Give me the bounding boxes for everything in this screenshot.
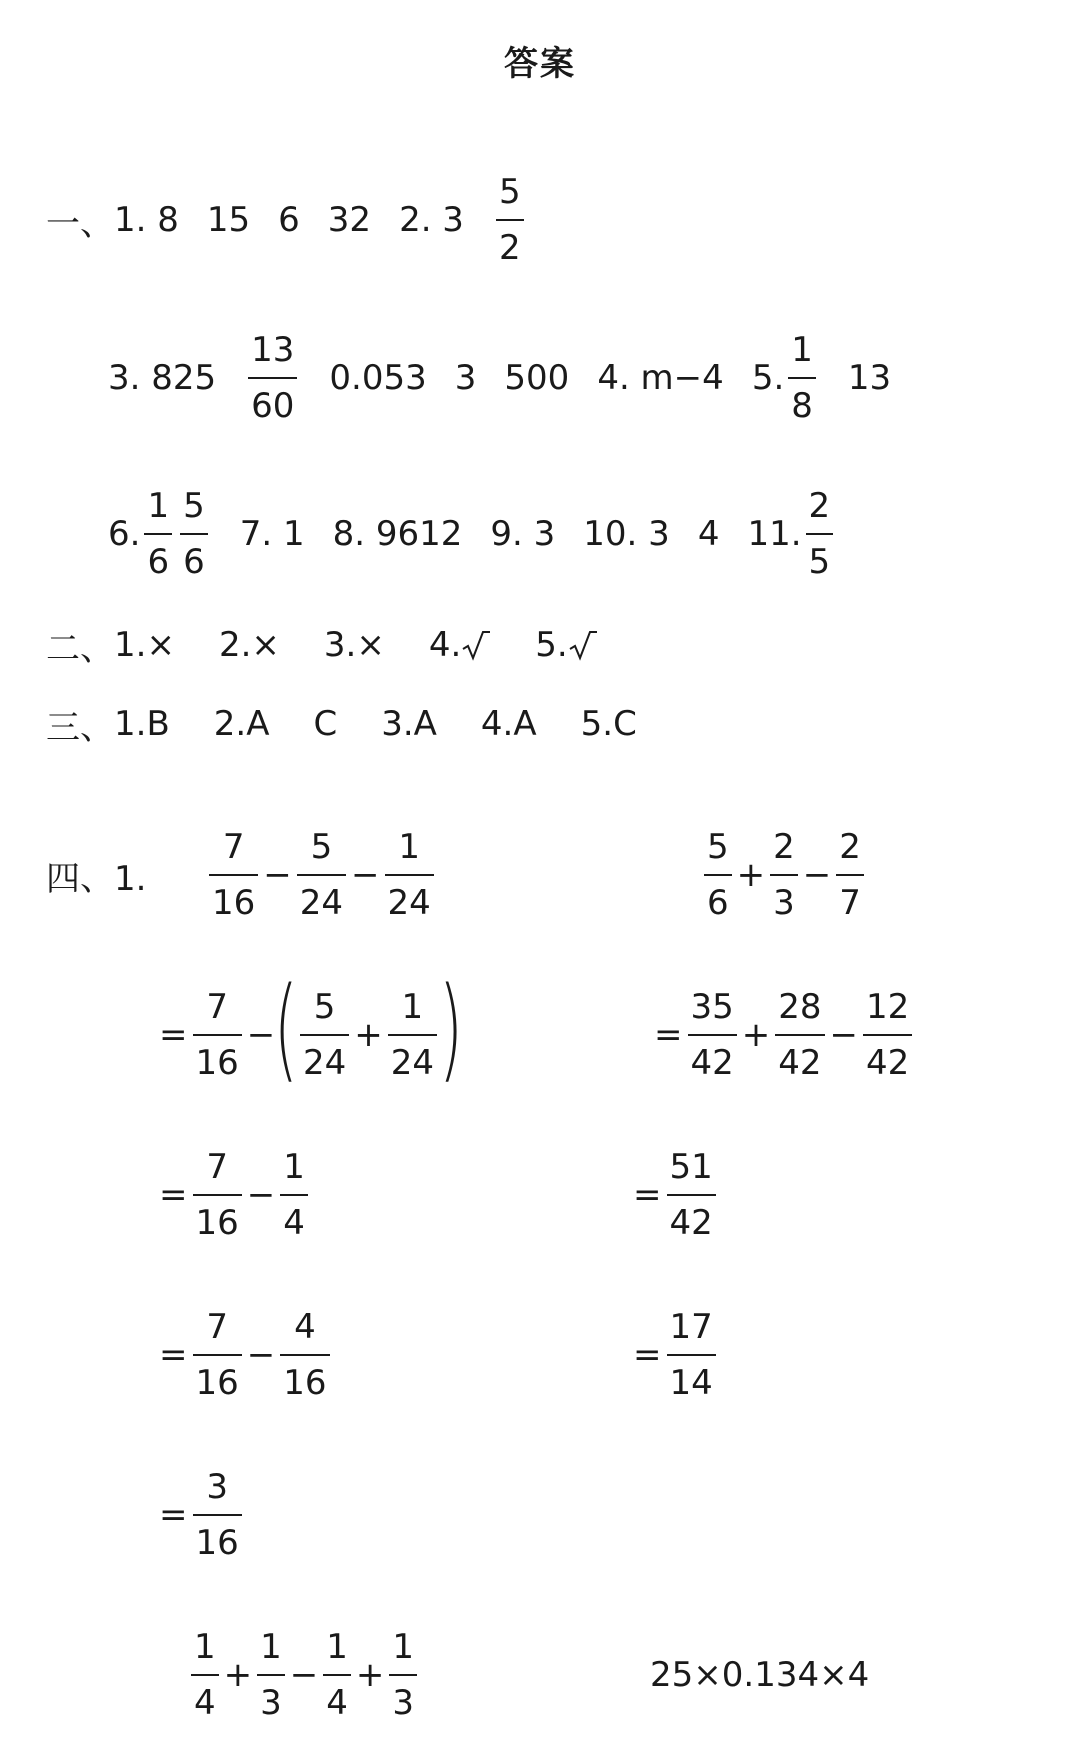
- fraction: $\frac{51}{42}$: [667, 1150, 716, 1240]
- answer: 8. 9612: [332, 514, 463, 554]
- fraction: $\frac{4}{16}$: [280, 1310, 329, 1400]
- equals-sign: =: [159, 1335, 188, 1375]
- minus-sign: −: [246, 1335, 276, 1375]
- answer: 6: [278, 200, 300, 240]
- fraction: $\frac{1}{8}$: [788, 333, 816, 423]
- answer: 1.×: [114, 625, 175, 665]
- fraction: $\frac{7}{16}$: [193, 990, 242, 1080]
- fraction: $\frac{35}{42}$: [688, 990, 737, 1080]
- sec1-line3: [108, 464, 837, 604]
- fraction: $\frac{1}{24}$: [388, 990, 437, 1080]
- minus-sign: −: [289, 1655, 319, 1695]
- fraction: $\frac{2}{7}$: [836, 830, 864, 920]
- fraction: $\frac{5}{24}$: [297, 830, 346, 920]
- fraction: $\frac{17}{14}$: [667, 1310, 716, 1400]
- answer: 3: [454, 358, 477, 398]
- equals-sign: =: [633, 1175, 662, 1215]
- fraction: $\frac{1}{3}$: [257, 1630, 285, 1720]
- minus-sign: −: [829, 1015, 859, 1055]
- sec4-label: 四、1.: [46, 858, 147, 899]
- fraction: $\frac{3}{16}$: [193, 1470, 242, 1560]
- answer: 2.×: [218, 625, 280, 665]
- plus-sign: +: [354, 1015, 383, 1055]
- answer: 3.A: [381, 704, 437, 744]
- fraction: $\frac{1}{6}$: [144, 489, 172, 579]
- page-title: 答案: [504, 44, 576, 84]
- sec1-line1: [46, 150, 528, 290]
- sec3-label: 三、: [46, 707, 114, 748]
- equals-sign: =: [159, 1175, 188, 1215]
- answer: 1. 8: [114, 200, 179, 240]
- fraction: $\frac{7}{16}$: [193, 1310, 242, 1400]
- answer: 2.A: [213, 704, 270, 744]
- right-step-1: [653, 965, 916, 1105]
- answer: 0.053: [329, 358, 427, 398]
- answer: 5.: [751, 358, 785, 398]
- fraction: $\frac{2}{5}$: [806, 489, 834, 579]
- right-step-2: [632, 1125, 720, 1265]
- plus-sign: +: [736, 855, 766, 895]
- left-step-3: [158, 1285, 334, 1425]
- answer: 11.: [747, 514, 802, 554]
- answer: 5.C: [580, 704, 637, 744]
- sec1-label: 一、: [46, 203, 114, 244]
- left-step-1: [158, 965, 461, 1105]
- answer: 4.: [428, 625, 462, 665]
- minus-sign: −: [351, 855, 380, 895]
- minus-sign: −: [246, 1175, 276, 1215]
- sec3-line: [46, 694, 637, 754]
- answer: 10. 3: [583, 514, 670, 554]
- fraction: $\frac{1}{24}$: [385, 830, 434, 920]
- answer: 4.A: [480, 704, 537, 744]
- answer: 2. 3: [399, 200, 464, 240]
- equals-sign: =: [159, 1495, 188, 1535]
- left-step-2: [158, 1125, 312, 1265]
- fraction: $\frac{5}{6}$: [180, 489, 208, 579]
- answer: 5.: [535, 625, 568, 665]
- sec4-label-line: [46, 805, 146, 945]
- equals-sign: =: [654, 1015, 683, 1055]
- right-step-0: [700, 805, 868, 945]
- left-paren: (: [274, 964, 299, 1094]
- sec1-line2: [108, 308, 891, 448]
- fraction: $\frac{1}{3}$: [389, 1630, 417, 1720]
- fraction: $\frac{1}{4}$: [323, 1630, 351, 1720]
- right-paren: ): [438, 964, 463, 1094]
- left-step-4: [158, 1445, 246, 1585]
- minus-sign: −: [263, 855, 292, 895]
- equals-sign: =: [159, 1015, 188, 1055]
- equals-sign: =: [633, 1335, 662, 1375]
- plus-sign: +: [355, 1655, 385, 1695]
- answer: 500: [504, 358, 570, 398]
- plus-sign: +: [223, 1655, 253, 1695]
- answer: 9. 3: [490, 514, 556, 554]
- expression: 25×0.134×4: [650, 1655, 870, 1695]
- fraction: $\frac{12}{42}$: [863, 990, 912, 1080]
- plus-sign: +: [741, 1015, 771, 1055]
- next-problem-right: [650, 1605, 869, 1745]
- check-mark-icon: [461, 629, 491, 661]
- fraction: $\frac{5}{24}$: [300, 990, 349, 1080]
- fraction: $\frac{1}{4}$: [191, 1630, 219, 1720]
- answer: 1.B: [114, 704, 170, 744]
- minus-sign: −: [246, 1015, 276, 1055]
- fraction: $\frac{2}{3}$: [770, 830, 798, 920]
- answer: 3. 825: [108, 358, 217, 398]
- minus-sign: −: [802, 855, 832, 895]
- fraction: $\frac{7}{16}$: [209, 830, 258, 920]
- answer: 4: [697, 514, 720, 554]
- fraction: $\frac{28}{42}$: [775, 990, 824, 1080]
- answer: 4. m−4: [597, 358, 724, 398]
- answer: 6.: [108, 514, 141, 554]
- answer: 13: [847, 358, 892, 398]
- sec2-label: 二、: [46, 628, 114, 669]
- answer: C: [313, 704, 338, 744]
- answer: 7. 1: [239, 514, 305, 554]
- answer: 32: [327, 200, 372, 240]
- fraction: $\frac{1}{4}$: [280, 1150, 308, 1240]
- fraction: $\frac{13}{60}$: [248, 333, 297, 423]
- sec2-line: [46, 615, 598, 675]
- next-problem-left: [187, 1605, 421, 1745]
- right-step-3: [632, 1285, 720, 1425]
- check-mark-icon: [568, 629, 598, 661]
- fraction: $\frac{5}{6}$: [704, 830, 732, 920]
- fraction: $\frac{7}{16}$: [193, 1150, 242, 1240]
- left-step-0: [205, 805, 438, 945]
- fraction: $\frac{5}{2}$: [496, 175, 524, 265]
- answer: 3.×: [323, 625, 385, 665]
- answer: 15: [206, 200, 251, 240]
